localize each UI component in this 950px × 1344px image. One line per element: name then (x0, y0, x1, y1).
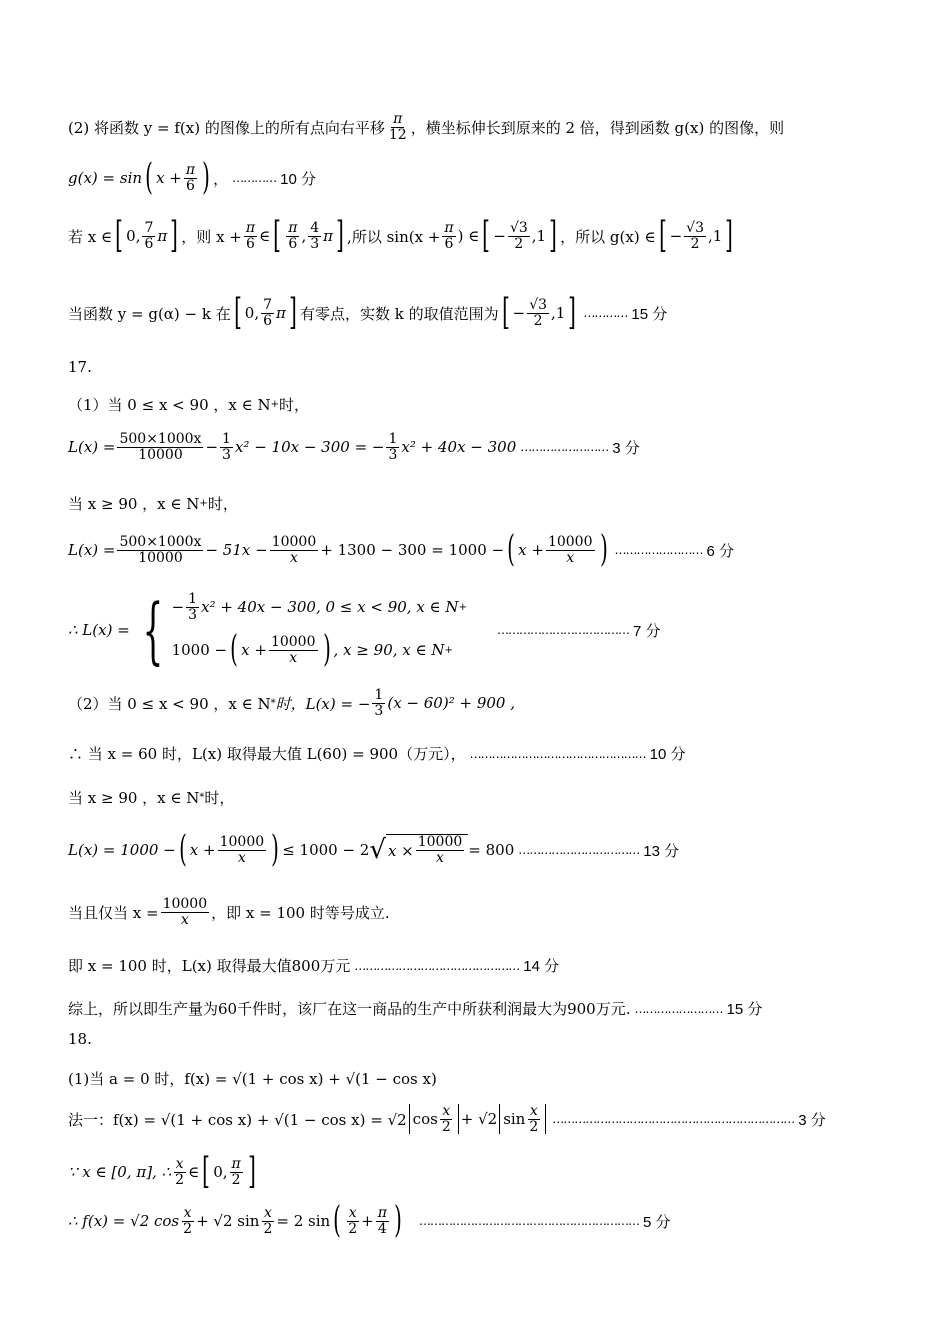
paren-close: ) (202, 157, 210, 198)
dots-10: ………… (232, 171, 277, 185)
q17-cond2-text: 当 x ≥ 90 ，x ∈ N (68, 495, 200, 513)
row2-head: 1000 − (171, 641, 228, 660)
final-head: ∴ f(x) = √2 cos (68, 1212, 180, 1230)
pi-over-4: $\frac{\pi}{4}$ (377, 1204, 387, 1237)
piecewise-cases: { − $\frac{1}{3}$ x² + 40x − 300, 0 ≤ x < 90, x ∈ N + 1000 − ( x + $\frac{10000}{x}$ ) , x ≥ 90, x ∈ N + (142, 588, 467, 673)
comma-one: ,1 (531, 227, 547, 245)
shift-den: 12 (388, 126, 407, 143)
x-half-e: $\frac{x}{2}$ (263, 1204, 273, 1237)
ineq-eq: = 800 (468, 841, 515, 859)
dots-3b: ………………………………………………………… (552, 1112, 795, 1127)
range-line: 若 x ∈ [ 0, $\frac{7}{6}$ π ] ，则 x + $\frac{\pi}{6}$ ∈ [ $\frac{\pi}{6}$ , $\frac{4}{3}$ π ] ,所以 sin(x + $\frac{\pi}{6}$ ) ∈ [ − $\frac{√3}{2}$ ,1 ] ，所以 g(x) ∈ [ − $\frac{√3}{2}$ ,1 ] (68, 215, 734, 256)
frac-500k: $\frac{500\times 1000x}{10000}$ (119, 431, 202, 463)
q17-2-cond-tail: 时，L(x) = − (275, 694, 371, 713)
because-lo: 0, (213, 1163, 228, 1181)
score-5: 5 分 (642, 1213, 671, 1231)
final-plus: + (361, 1212, 374, 1230)
question-18: 18. (68, 1030, 92, 1048)
final-eq: = 2 sin (276, 1212, 331, 1230)
frac-10000-x-e: $\frac{10000}{x}$ (417, 834, 463, 866)
dots-14: ……………………………………… (354, 958, 520, 973)
pi-over-6-b: $\frac{\pi}{6}$ (245, 219, 256, 252)
L1-t2: x² − 10x − 300 = − (234, 438, 385, 457)
score-6: 6 分 (706, 542, 735, 560)
q18-part1: (1)当 a = 0 时，f(x) = √(1 + cos x) + √(1 − cos x) (68, 1070, 437, 1088)
frac-1-3: $\frac{1}{3}$ (222, 431, 231, 463)
x-half-f: $\frac{x}{2}$ (348, 1204, 358, 1237)
L2-lhs: L(x) = (68, 541, 116, 559)
ineq-xplus: x + (189, 841, 216, 859)
L2-t2: + 1300 − 300 = 1000 − (320, 541, 505, 559)
seven-sixth-b: $\frac{7}{6}$ (263, 296, 273, 329)
dots-3: …………………… (520, 440, 609, 455)
L2-t1: − 51x − (205, 541, 268, 559)
method1-line (68, 1104, 826, 1134)
score-13: 13 分 (643, 842, 680, 860)
dots-5: …………………………………………………… (418, 1214, 639, 1228)
then-text: ，则 x + (181, 227, 242, 246)
dots-7: ……………………………… (496, 623, 629, 638)
frac-10000-x-f: $\frac{10000}{x}$ (162, 896, 208, 928)
dots-6: …………………… (614, 543, 703, 557)
g-definition-line: g(x) = sin ( x + $\frac{\pi}{6}$ ) ， ………… 10 分 (68, 157, 316, 198)
sin-label: sin (503, 1110, 526, 1129)
row1-tail: x² + 40x − 300, 0 ≤ x < 90, x ∈ N (201, 598, 459, 617)
because-head: ∵ x ∈ [0, π], ∴ (68, 1163, 172, 1181)
interval-lo: 0, (126, 227, 141, 245)
q17-part2-line: （2）当 0 ≤ x < 90 ，x ∈ N * 时，L(x) = − $\frac{1}{3}$ (x − 60)² + 900 , (68, 687, 515, 719)
frac-1-3-c: $\frac{1}{3}$ (188, 591, 198, 623)
in-sym: ∈ (259, 227, 271, 245)
part2-intro-line (68, 112, 784, 142)
pi-over-6: $\frac{\pi}{6}$ (185, 161, 196, 194)
q17-2-cond: （2）当 0 ≤ x < 90 ，x ∈ N (68, 694, 271, 713)
row2-xplus: x + (241, 641, 267, 660)
sq-head: x × (387, 841, 414, 860)
if-text: 若 x ∈ (68, 227, 113, 246)
because-line: ∵ x ∈ [0, π], ∴ $\frac{x}{2}$ ∈ [ 0, $\frac{\pi}{2}$ ] (68, 1151, 256, 1192)
q17-cond2 (68, 493, 238, 514)
L2-t3: x + (518, 541, 544, 559)
q17-1-cond: （1）当 0 ≤ x < 90 ，x ∈ N (68, 396, 271, 414)
has-zero-text: 有零点，实数 k 的取值范围为 (299, 304, 499, 323)
inequality-line: L(x) = 1000 − ( x + $\frac{10000}{x}$ ) ≤ 1000 − 2 √ x × $\frac{10000}{x}$ = 800 …………………………… 13 分 (68, 829, 680, 870)
frac-10000-x-c: $\frac{10000}{x}$ (270, 634, 316, 666)
sqrt3-over-2-c: $\frac{√3}{2}$ (529, 296, 548, 329)
frac-1-3-d: $\frac{1}{3}$ (374, 687, 384, 719)
question-17: 17. (68, 358, 92, 376)
cond3-tail: 时， (204, 789, 235, 807)
L-lhs: L(x) = (68, 438, 116, 457)
equality-head: 当且仅当 x = (68, 903, 159, 922)
so-sin-text: ,所以 sin(x + (347, 227, 441, 246)
L1-t3: x² + 40x − 300 (401, 438, 517, 457)
abs-cos (409, 1104, 459, 1134)
frac-1-3-b: $\frac{1}{3}$ (388, 431, 398, 463)
score-10: 10 分 (280, 170, 316, 188)
q17-2-expr-tail: (x − 60)² + 900 , (387, 694, 515, 713)
four-thirds: $\frac{4}{3}$ (310, 219, 320, 252)
piecewise-row-2: 1000 − ( x + $\frac{10000}{x}$ ) , x ≥ 90, x ∈ N + (171, 629, 453, 671)
x-half: $\frac{x}{2}$ (441, 1103, 451, 1135)
L-equation-2: L(x) = $\frac{500\times 1000x}{10000}$ − 51x − $\frac{10000}{x}$ + 1300 − 300 = 1000 − ( x + $\frac{10000}{x}$ ) …………………… 6 分 (68, 529, 735, 570)
ineq-mid: ≤ 1000 − 2 (282, 841, 370, 859)
sqrt3-over-2: $\frac{√3}{2}$ (509, 219, 528, 252)
final-line: ∴ f(x) = √2 cos $\frac{x}{2}$ + √2 sin $\frac{x}{2}$ = 2 sin ( $\frac{x}{2}$ + $\frac{\pi}{4}$ ) …………………………………………………… 5 分 (68, 1200, 671, 1241)
x-half-b: $\frac{x}{2}$ (529, 1103, 539, 1135)
max-line-1 (68, 743, 685, 764)
minus-sign-c: − (512, 304, 526, 322)
frac-10000-x-d: $\frac{10000}{x}$ (219, 833, 265, 866)
score-3: 3 分 (612, 439, 640, 457)
comma-one-c: ,1 (551, 304, 566, 322)
max2-text: 即 x = 100 时，L(x) 取得最大值800万元 (68, 957, 351, 975)
piecewise-line (68, 588, 661, 673)
score-3b: 3 分 (798, 1111, 826, 1129)
minus-sign-b: − (669, 227, 683, 245)
k-range-line: 当函数 y = g(α) − k 在 [ 0, $\frac{7}{6}$ π ] 有零点，实数 k 的取值范围为 [ − $\frac{√3}{2}$ ,1 ] ………… 15 分 (68, 292, 668, 333)
piecewise-row-1 (172, 592, 467, 622)
sqrt-body (386, 834, 468, 865)
equality-line (68, 897, 390, 927)
score-15: 15 分 (631, 305, 668, 323)
plus-sqrt2: + √2 (460, 1110, 498, 1129)
equality-tail: ，即 x = 100 时等号成立. (211, 903, 390, 922)
comma-one-b: ,1 (708, 227, 723, 245)
score-10b: 10 分 (649, 746, 686, 763)
method1-head: 法一：f(x) = √(1 + cos x) + √(1 − cos x) = √2 (68, 1110, 407, 1129)
x-half-d: $\frac{x}{2}$ (183, 1204, 193, 1237)
minus-sign-d: − (171, 598, 185, 617)
cond3-line: 当 x ≥ 90 ，x ∈ N * 时， (68, 789, 235, 807)
max1-text: ∴ 当 x = 60 时，L(x) 取得最大值 L(60) = 900（万元）， (68, 745, 466, 763)
shift-fraction (387, 112, 409, 142)
sqrt3-over-2-b: $\frac{√3}{2}$ (686, 219, 704, 252)
cos-label: cos (412, 1110, 438, 1129)
n-plus-sub-c: + (458, 601, 467, 613)
score-15b: 15 分 (726, 1001, 763, 1018)
max-line-2 (68, 955, 559, 976)
part2-intro: (2) 将函数 y = f(x) 的图像上的所有点向右平移 (68, 118, 385, 137)
g-def-lhs: g(x) = sin (68, 169, 143, 187)
q17-cond2-tail: 时， (207, 495, 238, 513)
q17-1-cond-tail: 时， (279, 396, 310, 414)
dots-13: …………………………… (518, 843, 640, 857)
pi-over-2: $\frac{\pi}{2}$ (231, 1155, 241, 1188)
interval-lo-b: 0, (244, 304, 260, 322)
q17-part1-cond (68, 394, 309, 415)
piecewise-prefix: ∴ L(x) = (68, 621, 130, 640)
pi-over-6-c: $\frac{\pi}{6}$ (288, 219, 298, 252)
row2-tail: , x ≥ 90, x ∈ N (333, 641, 445, 660)
L-equation-1 (68, 432, 640, 462)
because-in: ∈ (188, 1163, 200, 1181)
dots-15b: …………………… (634, 1001, 723, 1016)
g-def-arg: x + (156, 169, 182, 187)
frac-10000-x-b: $\frac{10000}{x}$ (547, 533, 593, 566)
summary-text: 综上，所以即生产量为60千件时，该厂在这一商品的生产中所获利润最大为900万元. (68, 1000, 631, 1018)
dots-10b: ………………………………………… (469, 746, 646, 761)
seven-sixth: $\frac{7}{6}$ (144, 219, 154, 252)
shift-num: π (393, 111, 403, 127)
score-14: 14 分 (523, 958, 560, 975)
frac-500k-b: $\frac{500\times 1000x}{10000}$ (119, 533, 202, 566)
close-in: ) ∈ (457, 227, 480, 245)
abs-sin (499, 1104, 546, 1134)
score-7: 7 分 (632, 622, 661, 640)
pi-over-6-d: $\frac{\pi}{6}$ (444, 219, 454, 252)
frac-10000-x: $\frac{10000}{x}$ (271, 533, 317, 566)
so-g-text: ，所以 g(x) ∈ (560, 227, 656, 246)
n-plus-sub: + (270, 399, 279, 410)
x-half-c: $\frac{x}{2}$ (175, 1155, 185, 1188)
when-func-text: 当函数 y = g(α) − k 在 (68, 304, 231, 323)
cond3-text: 当 x ≥ 90 ，x ∈ N (68, 789, 200, 807)
summary-line (68, 998, 762, 1019)
n-plus-sub-d: + (444, 644, 453, 656)
n-plus-sub-b: + (199, 498, 208, 509)
final-mid: + √2 sin (196, 1212, 260, 1230)
ineq-lhs: L(x) = 1000 − (68, 841, 176, 859)
L1-minus: − (205, 438, 219, 457)
part2-intro-tail: ，横坐标伸长到原来的 2 倍，得到函数 g(x) 的图像，则 (410, 118, 785, 137)
paren-open: ( (145, 157, 153, 198)
minus-sign: − (493, 227, 506, 245)
dots-15: ………… (583, 306, 628, 320)
